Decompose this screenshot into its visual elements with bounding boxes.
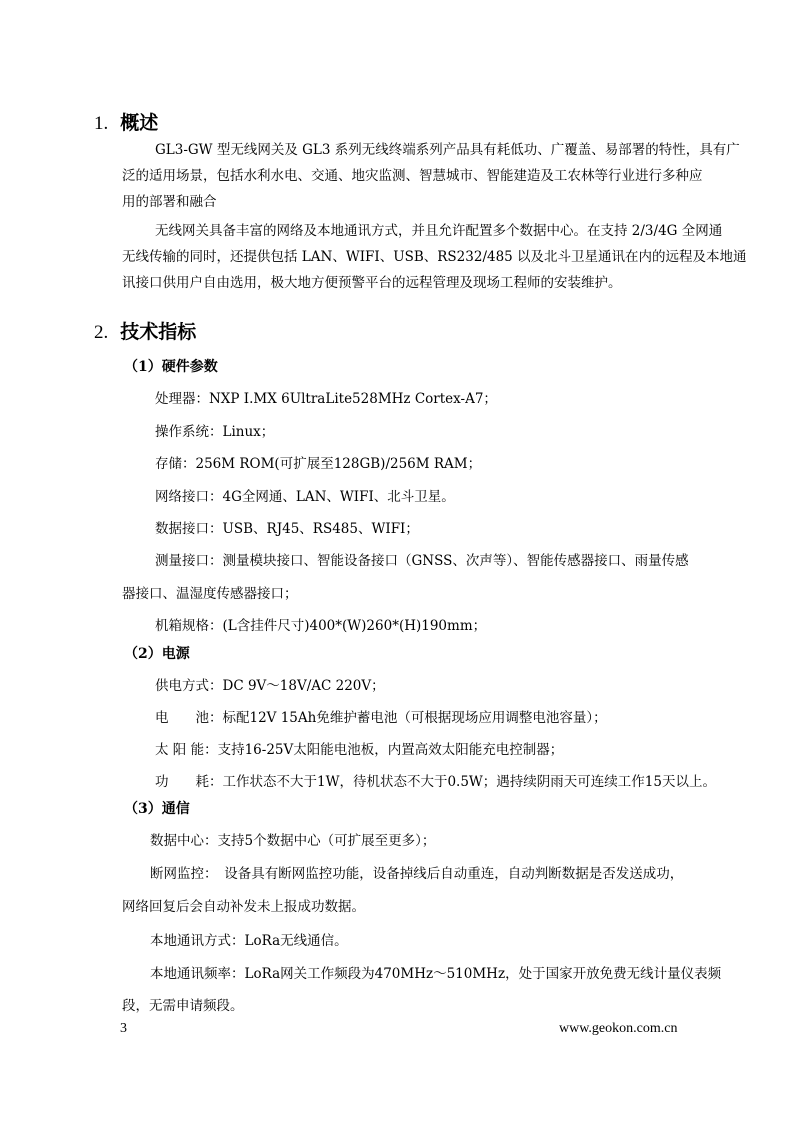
section-number: 1. [94,113,109,134]
spec-item: 数据接口：USB、RJ45、RS485、WIFI； [155,521,419,537]
spec-item: 本地通讯频率：LoRa网关工作频段为470MHz～510MHz，处于国家开放免费无线计量仪表频 [150,966,722,982]
spec-item: 太 阳 能：支持16-25V太阳能电池板，内置高效太阳能充电控制器； [155,742,564,758]
paragraph-line: GL3-GW 型无线网关及 GL3 系列无线终端系列产品具有耗低功、广覆盖、易部署的特性，具有广 [155,142,740,158]
spec-item: 供电方式：DC 9V～18V/AC 220V； [155,678,385,694]
spec-item: 器接口、温湿度传感器接口； [122,586,298,602]
spec-item: 段，无需申请频段。 [122,998,244,1014]
subheading-comm: （3）通信 [124,801,190,817]
spec-item: 操作系统：Linux； [155,424,275,440]
paragraph-line: 泛的适用场景，包括水利水电、交通、地灾监测、智慧城市、智能建造及工农林等行业进行多种应 [122,168,703,184]
spec-item: 处理器：NXP I.MX 6UltraLite528MHz Cortex-A7； [155,391,497,407]
spec-item: 网络回复后会自动补发未上报成功数据。 [122,899,365,915]
paragraph-line: 无线网关具备丰富的网络及本地通讯方式，并且允许配置多个数据中心。在支持 2/3/4G 全网通 [155,223,723,239]
section-title: 技术指标 [120,321,197,343]
spec-item: 数据中心：支持5个数据中心（可扩展至更多）； [150,833,436,849]
page-number: 3 [120,1021,127,1036]
spec-item: 本地通讯方式：LoRa无线通信。 [150,933,348,949]
paragraph-line: 讯接口供用户自由选用，极大地方便预警平台的远程管理及现场工程师的安装维护。 [122,275,622,291]
section-heading-specs [94,317,196,344]
spec-item: 电 池：标配12V 15Ah免维护蓄电池（可根据现场应用调整电池容量）； [155,710,607,726]
paragraph-line: 无线传输的同时，还提供包括 LAN、WIFI、USB、RS232/485 以及北斗卫星通讯在内的远程及本地通 [122,249,747,265]
section-title: 概述 [120,112,159,134]
spec-item: 测量接口：测量模块接口、智能设备接口（GNSS、次声等）、智能传感器接口、雨量传感 [155,553,689,569]
section-number: 2. [94,322,109,343]
spec-item: 断网监控： 设备具有断网监控功能，设备掉线后自动重连，自动判断数据是否发送成功， [150,866,684,882]
spec-item: 功 耗：工作状态不大于1W，待机状态不大于0.5W；遇持续阴雨天可连续工作15天以上。 [155,774,716,790]
spec-item: 机箱规格：(L含挂件尺寸)400*(W)260*(H)190mm； [155,618,487,634]
spec-item: 网络接口：4G全网通、LAN、WIFI、北斗卫星。 [155,489,455,505]
paragraph-line: 用的部署和融合 [122,194,217,210]
subheading-power: （2）电源 [124,646,190,662]
footer-website: www.geokon.com.cn [559,1021,678,1036]
section-heading-overview [94,108,158,135]
subheading-hardware: （1）硬件参数 [124,359,218,375]
spec-item: 存储：256M ROM(可扩展至128GB)/256M RAM； [155,456,482,472]
